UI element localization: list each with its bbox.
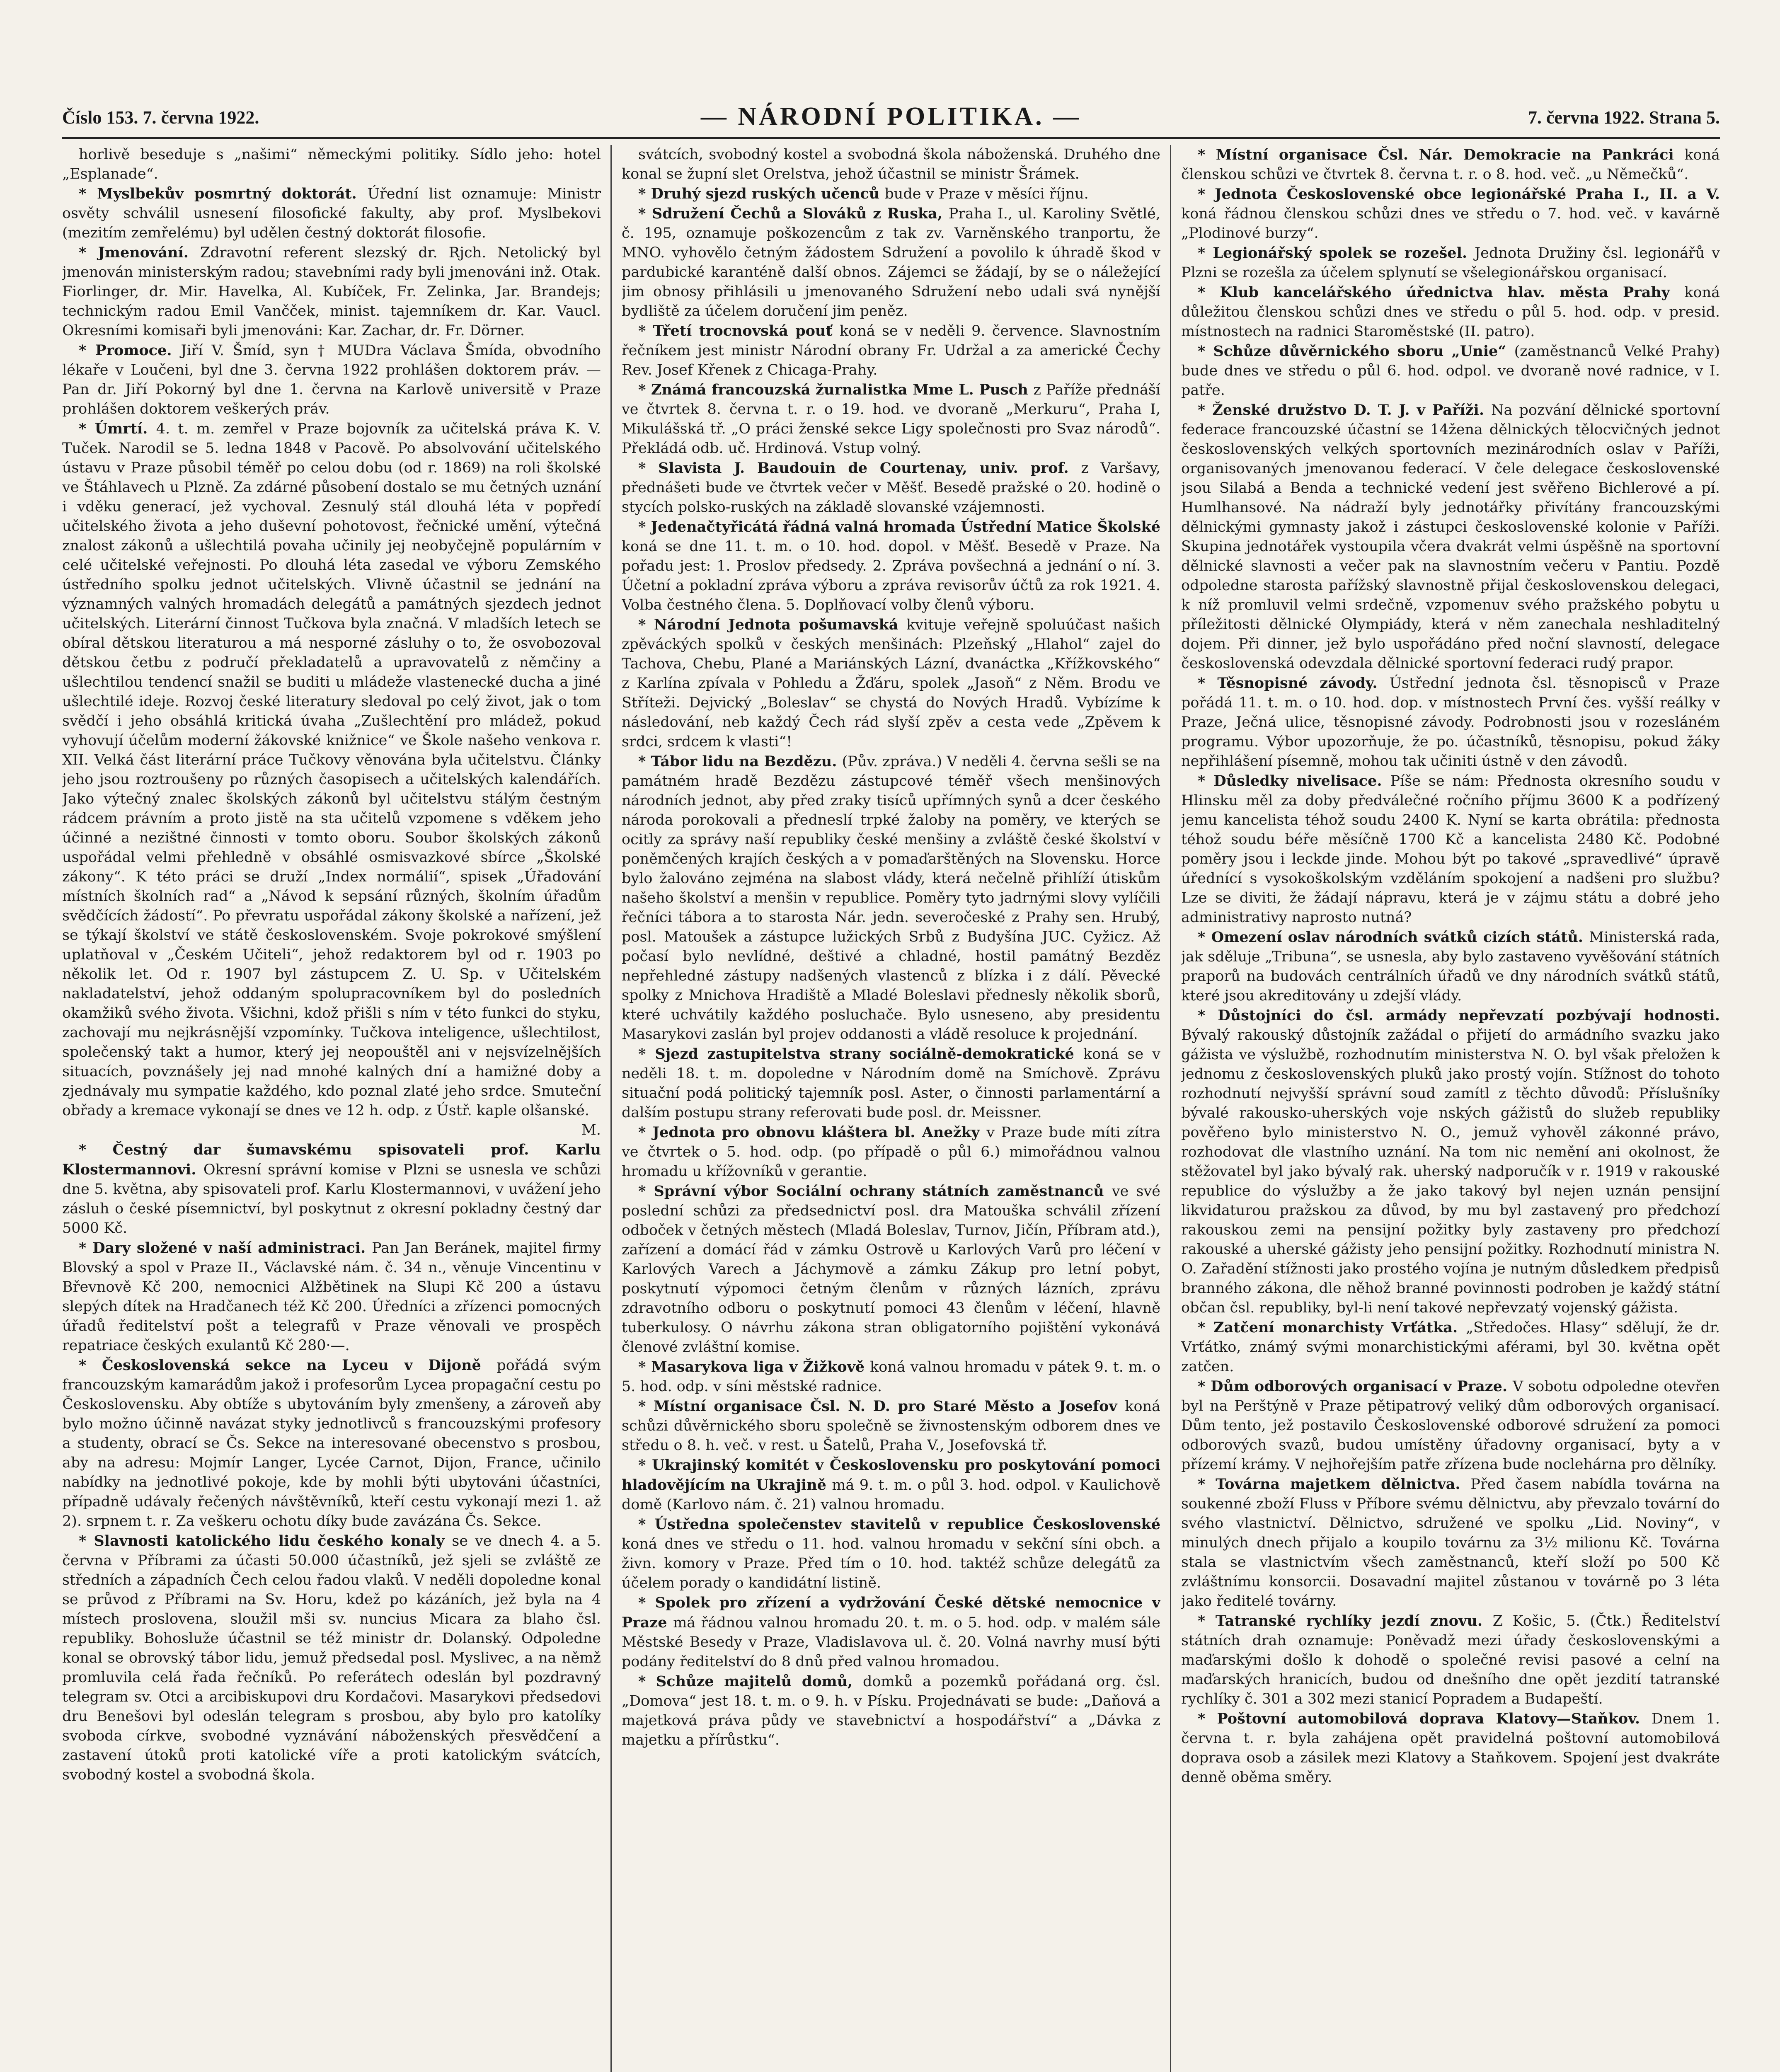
news-item-heading: * Ukrajinský komitét v Československu pro poskytování pomoci hladovějícím na Ukrajině xyxy=(622,1457,1160,1493)
column-2 xyxy=(622,145,1160,2072)
news-item-heading: * Slavista J. Baudouin de Courtenay, univ. prof. xyxy=(638,460,1081,477)
news-item-heading: * Sdružení Čechů a Slováků z Ruska, xyxy=(638,205,949,222)
news-item-heading: * Promoce. xyxy=(79,342,181,359)
news-item-text: Dnem 1. června t. r. byla zahájena opět pravidelná poštovní automobilová doprava osob a zásilek mezi Klatovy a Staňkovem. Spojení jest dvakráte denně oběma směry. xyxy=(1181,1711,1720,1786)
news-item xyxy=(622,1455,1160,1515)
news-item-heading: * Zatčení monarchisty Vrťátka. xyxy=(1198,1319,1466,1336)
news-item xyxy=(1181,1318,1720,1377)
news-item xyxy=(62,243,601,341)
news-item-text: má řádnou valnou hromadu 20. t. m. o 5. hod. odp. v malém sále Městské Besedy v Praze, Vladislavova ul. č. 20. Volná navrhy musí býti podány ředitelství do 8 dnů před valnou hromadou. xyxy=(622,1615,1160,1670)
news-item-text: bude v Praze v měsíci říjnu. xyxy=(884,186,1089,202)
news-item xyxy=(1181,1377,1720,1474)
news-item-heading: * Těsnopisné závody. xyxy=(1198,675,1390,692)
news-item-text: Praha I., ul. Karoliny Světlé, č. 195, oznamuje poškozencům z tak zv. Varněnského tranportu, že MNO. vyhovělo četným žádostem Sdružení a povolilo k úhradě škod v pardubické karanténě další obnos. Zájemci se žádají, by se o náležející jim obnosy přihlásili u jmenovaného Sdružení nebo udali svá nynější bydliště za účelem doručení jim peněz. xyxy=(622,206,1160,320)
news-item-text: koná se v neděli 9. července. Slavnostním řečníkem jest ministr Národní obrany Fr. Udržal a za americké Čechy Rev. Josef Křenek z Chicaga-Prahy. xyxy=(622,323,1160,378)
news-item-text: svátcích, svobodný kostel a svobodná škola náboženská. Druhého dne konal se župní slet Orelstva, jehož účastnil se ministr Šrámek. xyxy=(622,146,1160,182)
news-item-text: v Praze bude míti zítra ve čtvrtek o 5. hod. odp. (po případě o půl 6.) mimořádnou valnou hromadu u křížovníků v gerantie. xyxy=(622,1124,1160,1180)
news-item-heading: * Schůze důvěrnického sboru „Unie“ xyxy=(1198,343,1514,360)
news-item-heading: * Čestný dar šumavskému spisovateli prof. Karlu Klostermannovi. xyxy=(62,1141,601,1178)
news-item xyxy=(62,341,601,419)
news-item-heading: * Tatranské rychlíky jezdí znovu. xyxy=(1198,1612,1493,1629)
news-item xyxy=(1181,400,1720,673)
news-item-heading: * Schůze majitelů domů, xyxy=(638,1673,863,1690)
news-item xyxy=(622,1181,1160,1357)
news-item-text: Před časem nabídla továrna na soukenné zboží Fluss v Příbore svému dělnictvu, aby převzalo tovární do svého vlastnictví. Dělnictvo, sdružené ve spolku „Lid. Noviny“, v minulých dnech přijalo a koupilo továrnu za 3½ milionu Kč. Továrna stala se vlastnictvím všech zaměstnanců, kteří složí po 500 Kč zvláštnímu konsorcii. Dosavadní majitel zůstanou v továrně po 3 léta jako ředitelé továrny. xyxy=(1181,1476,1720,1610)
news-item-heading: * Sjezd zastupitelstva strany sociálně-demokratické xyxy=(638,1046,1083,1063)
news-item xyxy=(622,1515,1160,1593)
news-item-text: se ve dnech 4. a 5. června v Příbrami za účasti 50.000 účastníků, jež sjeli se zvláště ze středních a západních Čech celou řadou vlaků. V neděli dopoledne konal se průvod z Příbrami na Sv. Horu, kdež po kázáních, jež byla na 4 místech proslovena, sloužil mši sv. nuncius Micara za blaho čsl. republiky. Bohosluže účastnil se též ministr dr. Dolanský. Odpoledne konal se obrovský tábor lidu, jemuž předsedal posl. Myslivec, a na němž promluvila celá řada řečníků. Po referátech odeslán byl pozdravný telegram sv. Otci a arcibiskupovi dru Kordačovi. Masarykovi předsedovi dru Benešovi byl odeslán telegram s prosbou, aby bylo pro katolíky svoboda církve, svobodné vyznávání náboženských přesvědčení a zastavení útoků proti katolické víře a proti katolickým svátcích, svobodný kostel a svobodná škola. xyxy=(62,1533,601,1783)
news-item xyxy=(622,1044,1160,1123)
news-item-text: Bývalý rakouský důstojník zažádal o přijetí do armádního svazku jako gážista ve výslužbě, rozhodnutím ministerstva N. O. byl však přeložen k jednomu z československých pluků jako prostý vojín. Stížnost do tohoto rozhodnutí nejvyšší správní soud zamítl z těchto důvodů: Příslušníky bývalé rakousko-uherských voje nských gážistů do služeb republiky pověřeno bylo ministerstvo N. O., jemuž vyhověl zákonné právo, rozhodovat dle vlastního uznání. Na tom nic nemění ani okolnost, že stěžovatel byl jako bývalý rak. uherský nadporučík v r. 1919 v rakouské republice do výslužby a že jako takový byl nejen uznán pensijní likvidaturou pražskou za důvod, by mu byl zastavený pro předchozí rakouskou zemi na pensijní požitky byly zastaveny pro předchozí rakouské a uherské gážisty jeho pensijní požitky. Rozhodnutí ministra N. O. Zařadění stížnosti jako prostého vojína je nutným důsledkem předpisů branného zákona, dle něhož branné povinnosti podroben je každý státní občan čsl. republiky, byl-li není takové nepřevzatý vojenský gážista. xyxy=(1181,1027,1720,1316)
news-item-heading: * Legionářský spolek se rozešel. xyxy=(1198,244,1475,261)
news-item-heading: * Národní Jednota pošumavská xyxy=(638,616,907,633)
news-item-text: Ústřední jednota čsl. těsnopisců v Praze pořádá 11. t. m. o 10. hod. dop. v místnostech První čes. vyšší reálky v Praze, Ječná ulice, těsnopisné závody. Podrobnosti jsou v rozesláném programu. Výbor upozorňuje, že po. účastníků, těsnopisu, pokud žáky nepřihlášení písemně, mohou tak učiniti ústně v den závodů. xyxy=(1181,675,1720,770)
news-item xyxy=(1181,341,1720,400)
news-item-heading: * Dary složené v naší administraci. xyxy=(79,1239,372,1256)
news-item xyxy=(1181,771,1720,927)
news-item xyxy=(1181,1709,1720,1787)
news-item-text: pořádá svým francouzským kamarádům jakož i profesorům Lycea propagační cestu po Československu. Aby obtíže s ubytováním byly zmenšeny, a zároveň aby bylo možno účinně navázat styky jednotlivců s francouzskými profesory a studenty, obrací se Čs. Sekce na interesované obecenstvo s prosbou, aby na adresu: Mojmír Langer, Lycée Carnot, Dijon, France, učinilo nabídky na jednotlivé pokoje, kde by mohli býti ubytováni účastníci, případně udávaly řečených návštěvníků, kteří cestu vykonají mezi 1. až 2). srpnem t. r. Za veškeru ochotu díky bude zavázána Čs. Sekce. xyxy=(62,1357,601,1530)
news-item-text: Zdravotní referent slezský dr. Rjch. Netolický byl jmenován ministerským radou; stavebními rady byli jmenováni inž. Otak. Fiorlinger, dr. Mir. Havelka, Al. Kubíček, Fr. Zelinka, Jar. Brandejs; technickým radou Emil Vančček, minist. tajemníkem dr. Kar. Vaucl. Okresními komisaři byli jmenováni: Kar. Zachar, dr. Fr. Dörner. xyxy=(62,244,601,339)
news-item xyxy=(1181,927,1720,1006)
news-item-text: V sobotu odpoledne otevřen byl na Perštýně v Praze pětipatrový veliký dům odborových organisací. Dům tento, jež postavilo Československé odborové sdružení za pomoci odborových svazů, budou umístěny úřadovny organisací, byty a v přízemí krámy. V nejhořejším patře zřízena bude noclehárna pro dělníky. xyxy=(1181,1378,1720,1473)
news-item-heading: * Důstojníci do čsl. armády nepřevzatí pozbývají hodnosti. xyxy=(1198,1007,1720,1024)
news-item-text: z Paříže přednáší ve čtvrtek 8. června t. r. o 19. hod. ve dvoraně „Merkuru“, Praha I, Mikulášská tř. „O práci ženské sekce Ligy společnosti pro Svaz národů“. Překládá odb. uč. Hrdinová. Vstup volný. xyxy=(622,382,1160,457)
news-item xyxy=(62,1356,601,1531)
news-item xyxy=(1181,1006,1720,1318)
news-item-text: koná se v neděli 18. t. m. dopoledne v Národním domě na Smíchově. Zprávu situační podá politický tajemník posl. Aster, o činnosti parlamentární a dalším postupu strany referovati bude posl. dr. Meissner. xyxy=(622,1046,1160,1121)
news-item xyxy=(622,517,1160,615)
news-item-heading: * Známá francouzská žurnalistka Mme L. Pusch xyxy=(638,381,1034,398)
news-item-heading: * Myslbekův posmrtný doktorát. xyxy=(79,185,368,202)
news-item-text: Z Košic, 5. (Čtk.) Ředitelství státních drah oznamuje: Poněvadž mezi úřady československými a maďarskými došlo k dohodě o společné revisi pasové a celní na maďarských hranicích, budou od dnešního dne opět jezdití tatranské rychlíky č. 301 a 302 mezi stanicí Popradem a Budapeští. xyxy=(1181,1613,1720,1707)
news-item xyxy=(622,1357,1160,1397)
news-item xyxy=(1181,243,1720,283)
news-item xyxy=(622,380,1160,458)
news-item-text: koná schůzi důvěrnického sboru společně se živnostenským odborem dnes ve středu o 8. h. več. v rest. u Šatelů, Praha V., Josefovská tř. xyxy=(622,1398,1160,1454)
news-item-heading: * Místní organisace Čsl. N. D. pro Staré Město a Josefov xyxy=(638,1398,1125,1415)
news-item xyxy=(1181,1611,1720,1709)
news-item-heading: * Továrna majetkem dělnictva. xyxy=(1198,1476,1471,1493)
news-item-heading: * Omezení oslav národních svátků cizích států. xyxy=(1198,929,1589,946)
news-item-text: koná důležitou členskou schůzi dnes ve středu o půl 5. hod. odp. v presid. místnostech na radnici Staroměstské (II. patro). xyxy=(1181,284,1720,340)
news-item xyxy=(1181,145,1720,184)
author-signature: M. xyxy=(581,1122,601,1138)
news-item xyxy=(622,1397,1160,1455)
column-1 xyxy=(62,145,601,2072)
column-divider xyxy=(1170,145,1171,2072)
news-item xyxy=(622,184,1160,204)
news-item-heading: * Československá sekce na Lyceu v Dijoně xyxy=(79,1357,497,1374)
news-item xyxy=(62,145,601,184)
news-item xyxy=(622,1593,1160,1672)
news-item-heading: * Úmrtí. xyxy=(79,420,156,437)
news-item xyxy=(622,458,1160,517)
newspaper-page xyxy=(62,99,1720,2072)
issue-number-date: Číslo 153. 7. června 1922. xyxy=(62,107,259,128)
news-item-text: Jiří V. Šmíd, syn † MUDra Václava Šmída, obvodního lékaře v Loučeni, byl dne 3. června 1922 prohlášen doktorem práv. — Pan dr. Jiří Pokorný byl dne 1. června na Karlově universitě v Praze prohlášen doktorem veškerých práv. xyxy=(62,342,601,417)
news-item-text: koná se dne 11. t. m. o 10. hod. dopol. v Měšť. Besedě v Praze. Na pořadu jest: 1. Proslov předsedy. 2. Zpráva povšechná a jednání o ní. 3. Účetní a pokladní zpráva výboru a zpráva revisorův účtů za rok 1921. 4. Volba čestného člena. 5. Doplňovací volby členů výboru. xyxy=(622,538,1160,613)
news-item-heading: * Slavnosti katolického lidu českého konaly xyxy=(79,1532,452,1549)
news-item-heading: * Jedenačtyřicátá řádná valná hromada Ústřední Matice Školské xyxy=(638,518,1160,535)
news-item xyxy=(1181,673,1720,771)
news-item xyxy=(622,752,1160,1044)
news-item xyxy=(62,1140,601,1238)
news-item-text: ve své poslední schůzi za předsednictví posl. dra Matouška schválil zřízení odboček v četných městech (Mladá Boleslav, Turnov, Jičín, Příbram atd.), zařízení a domácí řád v zámku Ostrově u Karlových Varů pro léčení v Karlových Varech a Jáchymově a zámku Zákup pro letní pobyt, poskytnutí výpomoci četným členům v různých lázních, zprávu zdravotního odboru o poskytnutí pomoci 43 členům v léčení, hlavně tuberkulosy. O návrhu zákona stran obligatorního pojištění vykonává členové zvláštní komise. xyxy=(622,1183,1160,1356)
column-3 xyxy=(1181,145,1720,2072)
news-item-heading: * Spolek pro zřízení a vydržování České dětské nemocnice v Praze xyxy=(622,1594,1160,1631)
news-item-text: (Pův. zpráva.) V neděli 4. června sešli se na památném hradě Bezdězu zástupcové téměř všech menšinových národních jednot, aby před zraky tisíců upřímných synů a dcer českého národa porokovali a předneslí trpké žaloby na poměry, ve kterých se ocitly za správy naší republiky české menšiny a zvláště české školství v poněmčených krajích českých a v pomaďarštěných na Slovensku. Horce bylo žalováno zejména na slabost vlády, která nečelně přihlíží útiskům našeho školství a menšin v republice. Poměry tyto jadrnými slovy vylíčili řečníci tábora a to starosta Nár. jedn. severočeské z Prahy sen. Hrubý, posl. Matoušek a zástupce lužických Srbů z Budyšína JUC. Cyžicz. Až počasí bylo nevlídné, deštivé a chladné, hostil památný Bezděz nepřehledné zástupy nadšených vlastenců z blízka i z dálí. Pěvecké spolky z Mnichova Hradiště a Mladé Boleslavi přednesly několik sborů, které uchvátily každého posluchače. Bylo usneseno, aby presidentu Masarykovi zaslán byl projev oddanosti a vládě resoluce k projednání. xyxy=(622,753,1160,1043)
news-item-heading: * Masarykova liga v Žižkově xyxy=(638,1358,870,1375)
news-item-heading: * Poštovní automobilová doprava Klatovy—Staňkov. xyxy=(1198,1710,1652,1727)
news-item-heading: * Místní organisace Čsl. Nár. Demokracie na Pankráci xyxy=(1198,146,1685,163)
news-item xyxy=(622,1123,1160,1181)
column-divider xyxy=(610,145,612,2072)
news-item-heading: * Klub kancelářského úřednictva hlav. města Prahy xyxy=(1198,284,1685,301)
news-item-heading: * Důsledky nivelisace. xyxy=(1198,772,1390,789)
page-header xyxy=(62,99,1720,139)
article-columns xyxy=(62,145,1720,2072)
news-item-text: Úřední list oznamuje: Ministr osvěty schválil usnesení filosofické fakulty, aby prof. Myslbekovi (mezitím zemřelému) byl udělen čestný doktorát filosofie. xyxy=(62,186,601,241)
news-item-text: koná dnes ve středu o 11. hod. valnou hromadu v sekční síni obch. a živn. komory v Praze. Před tím o 10. hod. taktéž schůze delegátů za účelem porady o kandidátní listině. xyxy=(622,1536,1160,1591)
news-item-text: „Středočes. Hlasy“ sdělují, že dr. Vrťátko, známý svými monarchistickými aférami, byl 30. května opět zatčen. xyxy=(1181,1319,1720,1375)
news-item-heading: * Jmenování. xyxy=(79,244,200,261)
news-item-heading: * Jednota Československé obce legionářské Praha I., II. a V. xyxy=(1198,186,1720,203)
news-item-heading: * Ženské družstvo D. T. J. v Paříži. xyxy=(1198,402,1492,419)
news-item xyxy=(622,204,1160,321)
date-page-number: 7. června 1922. Strana 5. xyxy=(1528,107,1720,128)
news-item-text: Píše se nám: Přednosta okresního soudu v Hlinsku měl za doby předválečné ročního příjmu 3600 K a podřízený jemu kancelista téhož soudu 2400 K. Nyní se karta obrátila: přednosta téhož soudu béře měsíčně 1700 Kč a kancelista 2480 Kč. Podobné poměry jsou i leckde jinde. Mohou být po takové „spravedlivé“ úpravě úřednící s vysokoškolským vzděláním spokojení a nadšeni pro službu? Lze se diviti, že žádají nápravu, která je v zájmu státu a dobré jeho administrativy naprosto nutná? xyxy=(1181,773,1720,926)
news-item xyxy=(62,1238,601,1356)
news-item xyxy=(622,615,1160,752)
news-item-text: horlivě beseduje s „našimi“ německými politiky. Sídlo jeho: hotel „Esplanade“. xyxy=(62,146,601,182)
news-item-heading: * Správní výbor Sociální ochrany státních zaměstnanců xyxy=(638,1183,1112,1200)
news-item-text: 4. t. m. zemřel v Praze bojovník za učitelská práva K. V. Tuček. Narodil se 5. ledna 1848 v Pacově. Po absolvování učitelského ústavu v Praze působil téměř po celou dobu (od r. 1869) na roli školské ve Štáhlavech u Plzně. Za zdárné působení dostalo se mu četných uznání i vděku generací, jež vychoval. Zesnulý stál dlouhá léta v popředí učitelského života a jeho duševní pohotovost, řečnické umění, výtečná znalost zákonů a ušlechtilá povaha učinily jej neobyčejně populárním v celé učitelské veřejnosti. Po dlouhá léta zasedal ve výboru Zemského ústředního spolku jednot učitelských. Vlivně účastnil se jednání na významných valných hromadách delegátů a památných sjezdech jednot učitelských. Literární činnost Tučkova byla značná. V mladších letech se obíral dětskou literaturou a má nesporné zásluhy o to, že osvobozoval dětskou četbu z područí překladatelů a upravovatelů z němčiny a ušlechtilou tendencí snažil se buditi u mládeže vlastenecké ducha a jiné ušlechtilé ideje. Rozvoj české literatury sledoval po celý život, jak o tom svědčí i jeho obsáhlá kritická úvaha „Zušlechtění pro mládež, pokud vyhovují účelům moderní žákovské knižnice“ ve Škole našeho venkova r. XII. Velká část literární práce Tučkovy věnována byla učitelstvu. Články jeho jsou roztroušeny po různých časopisech a učitelských kalendářích. Jako výtečný znalec školských zákonů byl učitelstvu stálým čestným rádcem právním a proto jistě na sta učitelů vzpomene s vděkem jeho účinné a nezištné činnosti v tomto oboru. Soubor školských zákonů uspořádal velmi přehledně v obsáhlé osmisvazkové sbírce „Školské zákony“. K této práci se druží „Index normálií“, spisek „Úřadování místních školních rad“ a „Návod k sepsání různých, školním úřadům svědčících žádostí“. Po převratu uspořádal zákony školské a nařízení, jež se týkají školství ve státě československém. Svoje pokrokové smýšlení uplatňoval v „Českém Učiteli“, jehož redaktorem byl od r. 1903 po několik let. Od r. 1907 byl zástupcem Z. U. Sp. v Učitelském nakladatelství, jehož oddaným spolupracovníkem byl do posledních okamžiků svého života. Všichni, kdož přišli s ním v této funkci do styku, zachovají mu nejkrásnější vzpomínky. Tučkova inteligence, ušlechtilost, společenský takt a humor, který jej neopouštěl ani v nejsvízelnějších situacích, povznášely jej nad mnohé kalných dní a hamižné doby a zjednávaly mu sympatie každého, kdo poznal zlaté jeho srdce. Smuteční obřady a kremace vykonají se dnes ve 12 h. odp. z Ústř. kaple olšanské. xyxy=(62,421,601,1119)
news-item-text: (zaměstnanců Velké Prahy) bude dnes ve středu o půl 6. hod. odpol. ve dvoraně nové radnice, v I. patře. xyxy=(1181,343,1720,399)
news-item-heading: * Ústředna společenstev stavitelů v republice Československé xyxy=(638,1516,1160,1533)
news-item-text: koná valnou hromadu v pátek 9. t. m. o 5. hod. odp. v síni městské radnice. xyxy=(622,1359,1160,1395)
news-item-heading: * Druhý sjezd ruských učenců xyxy=(638,185,885,202)
news-item xyxy=(1181,184,1720,243)
news-item xyxy=(1181,283,1720,341)
news-item-text: Jednota Družiny čsl. legionářů v Plzni se rozešla za účelem splynutí se všelegionářskou organisací. xyxy=(1181,245,1720,281)
news-item-heading: * Jednota pro obnovu kláštera bl. Anežky xyxy=(638,1124,987,1141)
news-item-heading: * Třetí trocnovská pouť xyxy=(638,322,840,339)
news-item xyxy=(62,184,601,243)
news-item-text: domků a pozemků pořádaná org. čsl. „Domova“ jest 18. t. m. o 9. h. v Písku. Projednávati se bude: „Daňová a majetková práva půdy ve stavebnictví a hospodářství“ a „Dávka z majetku a přírůstku“. xyxy=(622,1673,1160,1748)
masthead-title: — NÁRODNÍ POLITIKA. — xyxy=(700,102,1082,131)
news-item xyxy=(62,1531,601,1785)
news-item xyxy=(62,419,601,1140)
news-item-text: kvituje veřejně spoluúčast našich zpěváckých spolků v českých menšinách: Plzeňský „Hlahol“ zajel do Tachova, Chebu, Plané a Mariánských Lázní, dvanáctka „Křížkovského“ z Karlína zpívala v Pohledu a Žďáru, spolek „Jasoň“ z Něm. Brodu ve Stříteži. Dejvický „Boleslav“ se chystá do Nových Hradů. Vybízíme k následování, neb každý Čech rád slyší zpěv a cesta vede „Zpěvem k srdci, srdcem k vlasti“! xyxy=(622,617,1160,750)
news-item-text: Ministerská rada, jak sděluje „Tribuna“, se usnesla, aby bylo zastaveno vyvěšování státních praporů na budovách centrálních úřadů ve dny národních svátků států, které jsou akreditovány u zdejší vlády. xyxy=(1181,929,1720,1004)
news-item-text: Pan Jan Beránek, majitel firmy Blovský a spol v Praze II., Václavské nám. č. 34 n., věnuje Vincentinu v Břevnově Kč 200, nemocnici Alžbětinek na Slupi Kč 200 a ústavu slepých dítek na Hradčanech též Kč 200. Úředníci a zřízenci pomocných úřadů ředitelství pošt a telegrafů v Praze věnovali ve prospěch repatriace českých exulantů Kč 280·—. xyxy=(62,1240,601,1354)
news-item xyxy=(622,145,1160,184)
news-item-heading: * Tábor lidu na Bezdězu. xyxy=(638,753,842,770)
news-item xyxy=(622,1672,1160,1750)
news-item-heading: * Dům odborových organisací v Praze. xyxy=(1198,1378,1513,1395)
news-item-text: koná členskou schůzi ve čtvrtek 8. června t. r. o 8. hod. več. „u Němečků“. xyxy=(1181,147,1720,183)
news-item-text: Na pozvání dělnické sportovní federace francouzské účastní se 14žena dělnických tělocvičných jednot československých velkých sportovních mezinárodních oslav v Paříži, organisovaných jmenovanou federací. V čele delegace československé jsou Silabá a Benda a technické vedení jest svěřeno Bichlerové a pí. Humlhansové. Na nádraží byly jednotářky přivítány francouzskými dělnickými gymnasty jakož i zástupci československé kolonie v Paříži. Skupina jednotářek vystoupila včera dvakrát velmi úspěšně na sportovní dělnické slavnosti a večer pak na slavnostním večeru v Pantiu. Pozdě odpoledne starosta pařížský slavnostně přijal československou delegaci, k níž promluvil velmi srdečně, vzpomenuv svého pražského pobytu u příležitosti dělnické Olympiády, která v něm zanechala neshladitelný dojem. Při dinner, jež bylo uspořádáno před noční slavností, delegace československá odevzdala dělnické sportovní federaci rudý prapor. xyxy=(1181,402,1720,672)
news-item-text: Okresní správní komise v Plzni se usnesla ve schůzi dne 5. května, aby spisovateli prof. Karlu Klostermannovi, v uvážení jeho zásluh o české písemnictví, byl poskytnut z okresní pokladny čestný dar 5000 Kč. xyxy=(62,1162,601,1237)
news-item-text: koná řádnou členskou schůzi dnes ve středu o 7. hod. več. v kavárně „Plodinové burzy“. xyxy=(1181,206,1720,242)
news-item-text: má 9. t. m. o půl 3. hod. odpol. v Kaulichově domě (Karlovo nám. č. 21) valnou hromadu. xyxy=(622,1477,1160,1513)
news-item-text: z Varšavy, přednášeti bude ve čtvrtek večer v Měšť. Besedě pražské o 20. hodině o stycích polsko-ruských na základě slovanské vzájemnosti. xyxy=(622,460,1160,516)
news-item xyxy=(622,321,1160,380)
news-item xyxy=(1181,1474,1720,1611)
